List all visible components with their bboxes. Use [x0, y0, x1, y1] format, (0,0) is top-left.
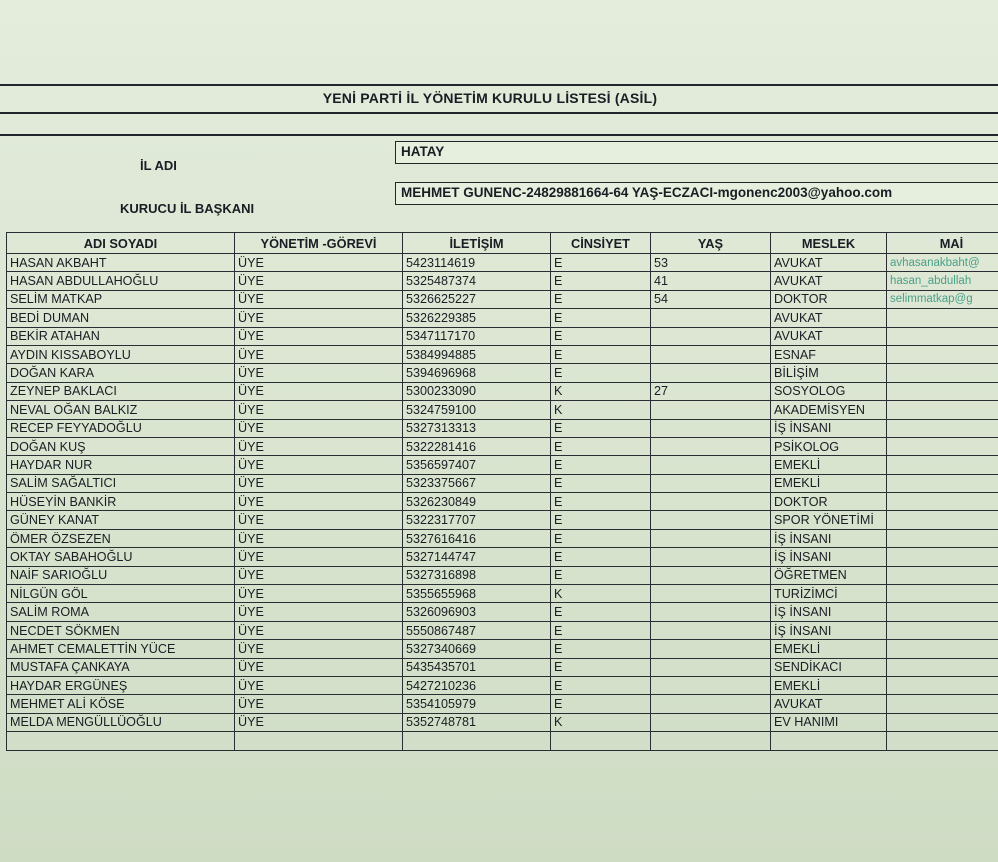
cell-mail [887, 585, 998, 603]
cell-gorev: ÜYE [235, 290, 403, 308]
cell-ad-soyad: ÖMER ÖZSEZEN [7, 529, 235, 547]
cell-ad-soyad: BEKİR ATAHAN [7, 327, 235, 345]
cell-mail [887, 401, 998, 419]
cell-empty [551, 732, 651, 750]
col-header-adi-soyadi: ADI SOYADI [7, 233, 235, 254]
cell-mail [887, 382, 998, 400]
cell-gorev: ÜYE [235, 621, 403, 639]
cell-cinsiyet: E [551, 529, 651, 547]
cell-empty [403, 732, 551, 750]
cell-mail: avhasanakbaht@ [887, 254, 998, 272]
cell-meslek: AVUKAT [771, 695, 887, 713]
cell-meslek: AVUKAT [771, 309, 887, 327]
cell-gorev: ÜYE [235, 254, 403, 272]
cell-iletisim: 5326229385 [403, 309, 551, 327]
cell-iletisim: 5352748781 [403, 713, 551, 731]
cell-iletisim: 5427210236 [403, 676, 551, 694]
cell-iletisim: 5322281416 [403, 437, 551, 455]
cell-mail [887, 327, 998, 345]
cell-cinsiyet: E [551, 272, 651, 290]
cell-meslek: İŞ İNSANI [771, 603, 887, 621]
table-row [7, 327, 998, 345]
header-rule [0, 134, 998, 136]
cell-yas [651, 713, 771, 731]
cell-mail [887, 713, 998, 731]
col-header-mail: MAİ [887, 233, 998, 254]
cell-mail [887, 676, 998, 694]
cell-meslek: SPOR YÖNETİMİ [771, 511, 887, 529]
cell-yas [651, 419, 771, 437]
cell-cinsiyet: E [551, 456, 651, 474]
table-row [7, 695, 998, 713]
cell-iletisim: 5326625227 [403, 290, 551, 308]
cell-iletisim: 5322317707 [403, 511, 551, 529]
table-row [7, 493, 998, 511]
cell-mail [887, 658, 998, 676]
table-row [7, 713, 998, 731]
cell-iletisim: 5347117170 [403, 327, 551, 345]
cell-cinsiyet: K [551, 382, 651, 400]
title-rule [0, 112, 998, 114]
cell-empty [887, 732, 998, 750]
cell-ad-soyad: SALİM SAĞALTICI [7, 474, 235, 492]
cell-yas [651, 456, 771, 474]
cell-yas [651, 511, 771, 529]
cell-mail: selimmatkap@g [887, 290, 998, 308]
cell-ad-soyad: DOĞAN KUŞ [7, 437, 235, 455]
cell-gorev: ÜYE [235, 529, 403, 547]
cell-ad-soyad: MELDA MENGÜLLÜOĞLU [7, 713, 235, 731]
cell-iletisim: 5300233090 [403, 382, 551, 400]
cell-yas [651, 621, 771, 639]
cell-meslek: İŞ İNSANI [771, 548, 887, 566]
table-row [7, 345, 998, 363]
cell-mail [887, 364, 998, 382]
cell-cinsiyet: E [551, 474, 651, 492]
cell-iletisim: 5325487374 [403, 272, 551, 290]
il-label: İL ADI [140, 158, 177, 173]
cell-cinsiyet: E [551, 621, 651, 639]
cell-cinsiyet: K [551, 585, 651, 603]
cell-meslek: SOSYOLOG [771, 382, 887, 400]
cell-ad-soyad: HÜSEYİN BANKİR [7, 493, 235, 511]
cell-mail [887, 695, 998, 713]
cell-iletisim: 5356597407 [403, 456, 551, 474]
il-value-box: HATAY [395, 141, 998, 164]
cell-ad-soyad: MEHMET ALİ KÖSE [7, 695, 235, 713]
col-header-yas: YAŞ [651, 233, 771, 254]
cell-yas: 27 [651, 382, 771, 400]
table-row [7, 566, 998, 584]
cell-iletisim: 5327316898 [403, 566, 551, 584]
col-header-gorev: YÖNETİM -GÖREVİ [235, 233, 403, 254]
cell-yas [651, 309, 771, 327]
cell-iletisim: 5323375667 [403, 474, 551, 492]
cell-mail: hasan_abdullah [887, 272, 998, 290]
cell-mail [887, 621, 998, 639]
cell-mail [887, 437, 998, 455]
cell-iletisim: 5354105979 [403, 695, 551, 713]
cell-cinsiyet: E [551, 695, 651, 713]
cell-mail [887, 456, 998, 474]
table-row [7, 309, 998, 327]
cell-gorev: ÜYE [235, 474, 403, 492]
cell-ad-soyad: RECEP FEYYADOĞLU [7, 419, 235, 437]
document-title: YENİ PARTİ İL YÖNETİM KURULU LİSTESİ (ASİL) [322, 90, 658, 106]
cell-gorev: ÜYE [235, 345, 403, 363]
cell-yas: 54 [651, 290, 771, 308]
cell-cinsiyet: E [551, 603, 651, 621]
cell-cinsiyet: K [551, 401, 651, 419]
cell-ad-soyad: SALİM ROMA [7, 603, 235, 621]
cell-gorev: ÜYE [235, 327, 403, 345]
cell-gorev: ÜYE [235, 309, 403, 327]
cell-gorev: ÜYE [235, 382, 403, 400]
cell-meslek: SENDİKACI [771, 658, 887, 676]
cell-gorev: ÜYE [235, 658, 403, 676]
cell-mail [887, 493, 998, 511]
cell-yas: 53 [651, 254, 771, 272]
cell-mail [887, 603, 998, 621]
cell-ad-soyad: BEDİ DUMAN [7, 309, 235, 327]
cell-meslek: ESNAF [771, 345, 887, 363]
cell-yas [651, 548, 771, 566]
cell-iletisim: 5435435701 [403, 658, 551, 676]
cell-iletisim: 5326230849 [403, 493, 551, 511]
cell-yas [651, 658, 771, 676]
cell-ad-soyad: MUSTAFA ÇANKAYA [7, 658, 235, 676]
baskan-value-box: MEHMET GUNENC-24829881664-64 YAŞ-ECZACI-mgonenc2003@yahoo.com [395, 182, 998, 205]
cell-yas [651, 529, 771, 547]
table-row [7, 290, 998, 308]
cell-meslek: AVUKAT [771, 327, 887, 345]
cell-cinsiyet: E [551, 364, 651, 382]
cell-gorev: ÜYE [235, 456, 403, 474]
cell-cinsiyet: E [551, 548, 651, 566]
cell-iletisim: 5423114619 [403, 254, 551, 272]
cell-yas [651, 566, 771, 584]
cell-meslek: AKADEMİSYEN [771, 401, 887, 419]
table-row [7, 254, 998, 272]
table-row [7, 511, 998, 529]
cell-meslek: DOKTOR [771, 290, 887, 308]
cell-iletisim: 5394696968 [403, 364, 551, 382]
cell-ad-soyad: AYDIN KISSABOYLU [7, 345, 235, 363]
cell-gorev: ÜYE [235, 272, 403, 290]
cell-meslek: EMEKLİ [771, 640, 887, 658]
table-row [7, 603, 998, 621]
cell-meslek: EMEKLİ [771, 456, 887, 474]
cell-cinsiyet: E [551, 327, 651, 345]
cell-cinsiyet: E [551, 566, 651, 584]
table-row [7, 676, 998, 694]
cell-meslek: AVUKAT [771, 272, 887, 290]
cell-gorev: ÜYE [235, 364, 403, 382]
cell-cinsiyet: E [551, 640, 651, 658]
col-header-meslek: MESLEK [771, 233, 887, 254]
cell-mail [887, 566, 998, 584]
cell-gorev: ÜYE [235, 640, 403, 658]
cell-gorev: ÜYE [235, 713, 403, 731]
cell-ad-soyad: NECDET SÖKMEN [7, 621, 235, 639]
table-row [7, 272, 998, 290]
cell-yas [651, 401, 771, 419]
cell-ad-soyad: AHMET CEMALETTİN YÜCE [7, 640, 235, 658]
table-row [7, 364, 998, 382]
cell-meslek: İŞ İNSANI [771, 529, 887, 547]
cell-yas [651, 474, 771, 492]
cell-meslek: TURİZİMCİ [771, 585, 887, 603]
cell-iletisim: 5326096903 [403, 603, 551, 621]
table-row [7, 474, 998, 492]
cell-mail [887, 345, 998, 363]
cell-meslek: DOKTOR [771, 493, 887, 511]
cell-mail [887, 511, 998, 529]
cell-cinsiyet: E [551, 511, 651, 529]
table-row [7, 640, 998, 658]
cell-meslek: EMEKLİ [771, 676, 887, 694]
table-row [7, 382, 998, 400]
cell-yas [651, 603, 771, 621]
cell-cinsiyet: E [551, 658, 651, 676]
table-row [7, 585, 998, 603]
cell-gorev: ÜYE [235, 695, 403, 713]
cell-gorev: ÜYE [235, 493, 403, 511]
cell-gorev: ÜYE [235, 603, 403, 621]
cell-gorev: ÜYE [235, 566, 403, 584]
table-row [7, 658, 998, 676]
cell-cinsiyet: E [551, 437, 651, 455]
cell-gorev: ÜYE [235, 437, 403, 455]
cell-iletisim: 5355655968 [403, 585, 551, 603]
cell-empty [7, 732, 235, 750]
col-header-cinsiyet: CİNSİYET [551, 233, 651, 254]
cell-cinsiyet: E [551, 676, 651, 694]
cell-empty [771, 732, 887, 750]
cell-empty [651, 732, 771, 750]
col-header-iletisim: İLETİŞİM [403, 233, 551, 254]
cell-yas: 41 [651, 272, 771, 290]
cell-ad-soyad: GÜNEY KANAT [7, 511, 235, 529]
cell-meslek: ÖĞRETMEN [771, 566, 887, 584]
cell-yas [651, 676, 771, 694]
cell-mail [887, 640, 998, 658]
table-row [7, 548, 998, 566]
cell-meslek: İŞ İNSANI [771, 419, 887, 437]
cell-ad-soyad: HASAN AKBAHT [7, 254, 235, 272]
cell-ad-soyad: OKTAY SABAHOĞLU [7, 548, 235, 566]
cell-ad-soyad: NİLGÜN GÖL [7, 585, 235, 603]
cell-yas [651, 640, 771, 658]
cell-meslek: İŞ İNSANI [771, 621, 887, 639]
table-row [7, 437, 998, 455]
table-row [7, 401, 998, 419]
cell-iletisim: 5327340669 [403, 640, 551, 658]
cell-empty [235, 732, 403, 750]
cell-ad-soyad: DOĞAN KARA [7, 364, 235, 382]
cell-cinsiyet: K [551, 713, 651, 731]
table-header-row [7, 233, 998, 254]
cell-cinsiyet: E [551, 345, 651, 363]
cell-ad-soyad: ZEYNEP BAKLACI [7, 382, 235, 400]
cell-iletisim: 5327616416 [403, 529, 551, 547]
cell-mail [887, 474, 998, 492]
cell-gorev: ÜYE [235, 585, 403, 603]
table-row [7, 621, 998, 639]
cell-cinsiyet: E [551, 419, 651, 437]
cell-iletisim: 5384994885 [403, 345, 551, 363]
table-row [7, 419, 998, 437]
cell-mail [887, 548, 998, 566]
cell-yas [651, 364, 771, 382]
cell-mail [887, 529, 998, 547]
cell-mail [887, 309, 998, 327]
table-row-empty [7, 732, 998, 750]
cell-meslek: EV HANIMI [771, 713, 887, 731]
cell-yas [651, 585, 771, 603]
cell-cinsiyet: E [551, 493, 651, 511]
cell-cinsiyet: E [551, 309, 651, 327]
cell-cinsiyet: E [551, 254, 651, 272]
cell-meslek: BİLİŞİM [771, 364, 887, 382]
cell-meslek: EMEKLİ [771, 474, 887, 492]
cell-yas [651, 345, 771, 363]
cell-ad-soyad: NEVAL OĞAN BALKIZ [7, 401, 235, 419]
cell-yas [651, 695, 771, 713]
cell-ad-soyad: NAİF SARIOĞLU [7, 566, 235, 584]
cell-ad-soyad: SELİM MATKAP [7, 290, 235, 308]
cell-yas [651, 327, 771, 345]
top-rule [0, 84, 998, 86]
cell-ad-soyad: HASAN ABDULLAHOĞLU [7, 272, 235, 290]
cell-iletisim: 5324759100 [403, 401, 551, 419]
cell-mail [887, 419, 998, 437]
cell-iletisim: 5550867487 [403, 621, 551, 639]
cell-gorev: ÜYE [235, 676, 403, 694]
cell-ad-soyad: HAYDAR ERGÜNEŞ [7, 676, 235, 694]
cell-gorev: ÜYE [235, 401, 403, 419]
cell-iletisim: 5327313313 [403, 419, 551, 437]
cell-gorev: ÜYE [235, 419, 403, 437]
cell-yas [651, 493, 771, 511]
table-row [7, 529, 998, 547]
baskan-label: KURUCU İL BAŞKANI [120, 201, 255, 216]
cell-ad-soyad: HAYDAR NUR [7, 456, 235, 474]
cell-iletisim: 5327144747 [403, 548, 551, 566]
cell-gorev: ÜYE [235, 548, 403, 566]
cell-meslek: PSİKOLOG [771, 437, 887, 455]
cell-cinsiyet: E [551, 290, 651, 308]
cell-meslek: AVUKAT [771, 254, 887, 272]
cell-yas [651, 437, 771, 455]
cell-gorev: ÜYE [235, 511, 403, 529]
table-row [7, 456, 998, 474]
member-table [6, 232, 998, 751]
